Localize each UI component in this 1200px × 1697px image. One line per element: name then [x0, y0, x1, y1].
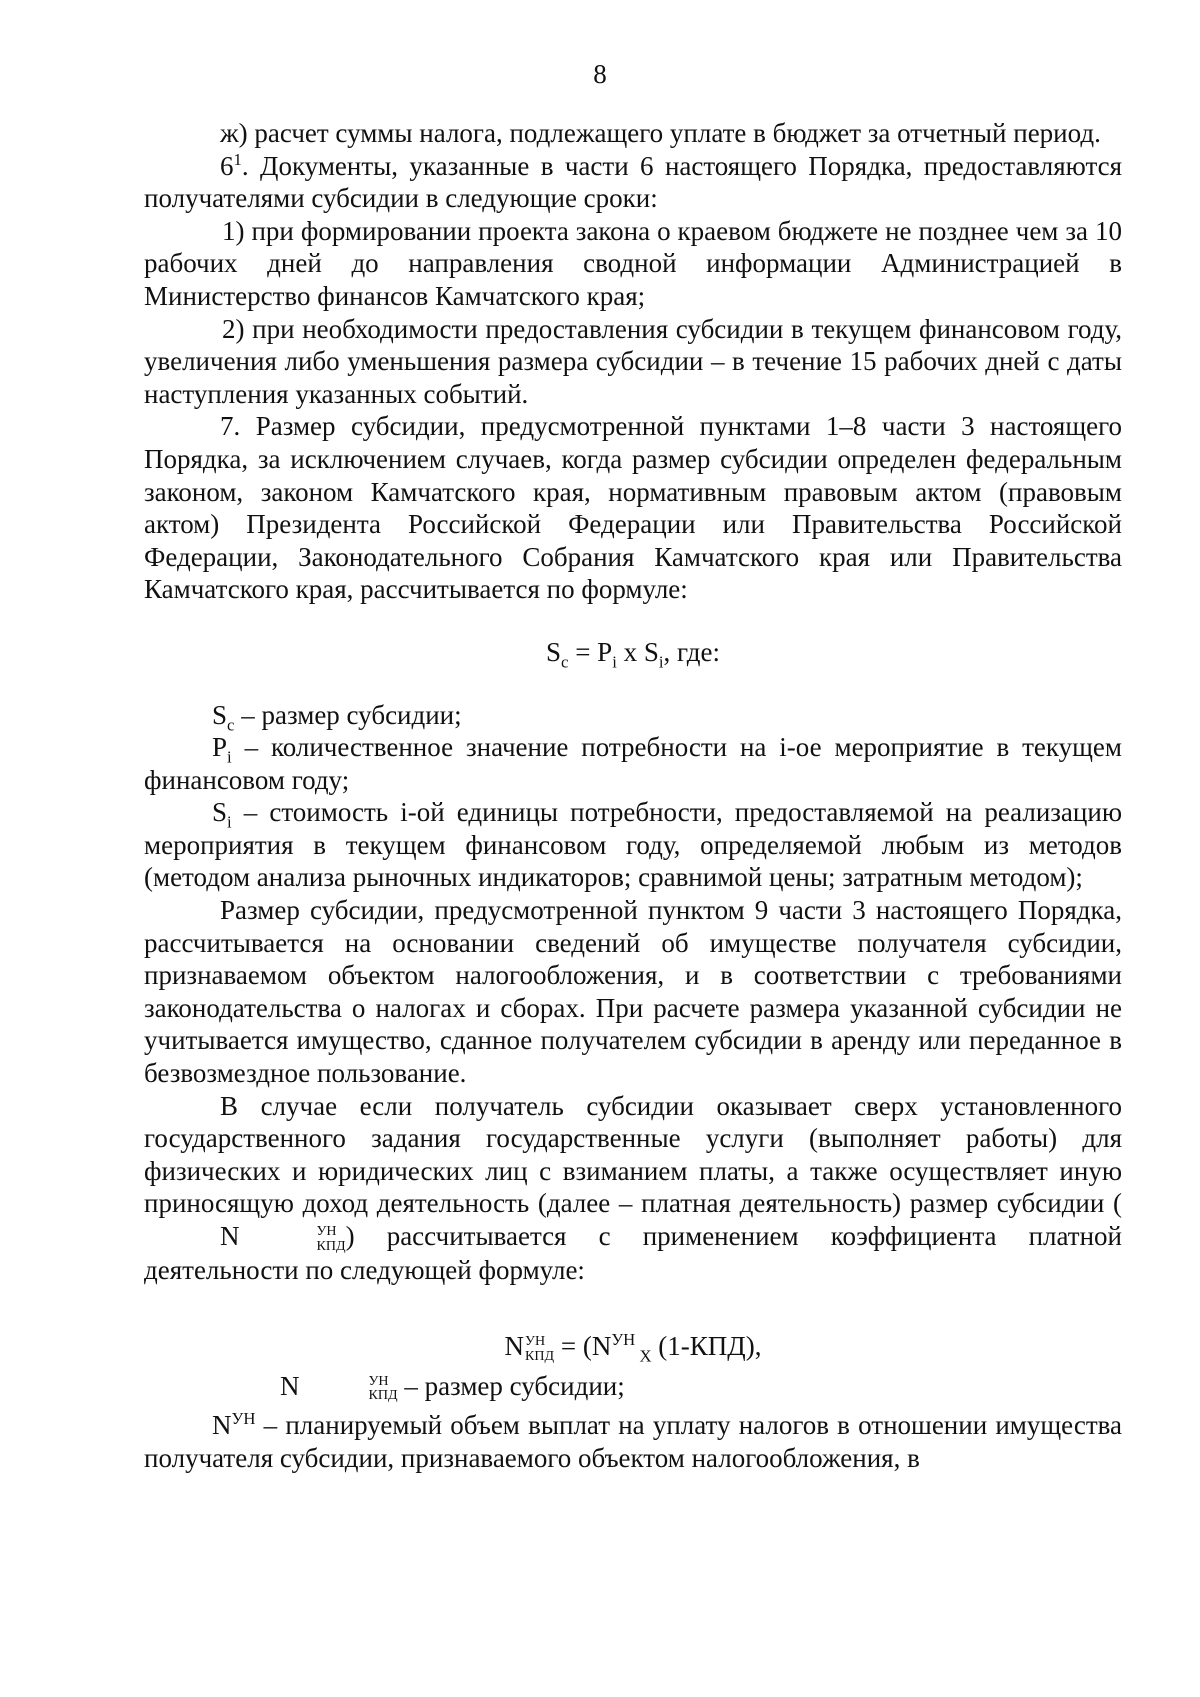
- paragraph-6-1: [144, 150, 1122, 215]
- definition-n-kpd: N УН КПД – размер субсидии;: [280, 1370, 625, 1404]
- definition-pi: $P_i$ – количественное значение потребности на i-ое мероприятие в текущем финансовом году;: [144, 732, 1122, 795]
- formula-n-kpd: N УН КПД = ($N^{УН}$ $_X$ (1-КПД),: [504, 1330, 762, 1366]
- paragraph-number: 6: [220, 150, 234, 181]
- paragraph-text: . Документы, указанные в части 6 настоящего Порядка, предоставляются получателями субсидии в следующие сроки:: [144, 150, 1122, 214]
- paragraph-zh: ж) расчет суммы налога, подлежащего уплате в бюджет за отчетный период.: [220, 118, 1101, 148]
- definition-sc: $S_c$ – размер субсидии;: [212, 699, 462, 734]
- document-body: [144, 117, 1122, 1474]
- paragraph-item-1: 1) при формировании проекта закона о краевом бюджете не позднее чем за 10 рабочих дней до направления сводной информации Администрацией в Министерство финансов Камчатского края;: [144, 215, 1122, 311]
- n-kpd-symbol: N УН КПД: [220, 1221, 346, 1254]
- paragraph-number-superscript: 1: [233, 149, 242, 169]
- formula-sc: $S_c = P_i$ x $S_i$, где:: [545, 636, 720, 672]
- page-number: 8: [593, 59, 607, 89]
- definition-n-un: $N^{УН}$ – планируемый объем выплат на уплату налогов в отношении имущества получателя субсидии, признаваемого объектом налогообложения, в: [144, 1409, 1122, 1473]
- paragraph-property: Размер субсидии, предусмотренной пунктом 9 части 3 настоящего Порядка, рассчитывается на основании сведений об имуществе получателя субсидии, признаваемом объектом налогообложения, и в соответствии с требованиями законодательства о налогах и сборах. При расчете размера указанной субсидии не учитывается имущество, сданное получателем субсидии в аренду или переданное в безвозмездное пользование.: [144, 895, 1122, 1089]
- paragraph-paid-activity: В случае если получатель субсидии оказывает сверх установленного государственного задания государственные услуги (выполняет работы) для физических и юридических лиц с взиманием платы, а также осуществляет иную приносящую доход деятельность (далее – платная деятельность) размер субсидии (N УН КПД ) рассчитывается с применением коэффициента платной деятельности по следующей формуле:: [144, 1090, 1122, 1285]
- paragraph-item-2: 2) при необходимости предоставления субсидии в текущем финансовом году, увеличения либо уменьшения размера субсидии – в течение 15 рабочих дней с даты наступления указанных событий.: [144, 313, 1122, 409]
- paragraph-7: 7. Размер субсидии, предусмотренной пунктами 1–8 части 3 настоящего Порядка, за исключением случаев, когда размер субсидии определен федеральным законом, законом Камчатского края, нормативным правовым актом (правовым актом) Президента Российской Федерации или Правительства Российской Федерации, Законодательного Собрания Камчатского края или Правительства Камчатского края, рассчитывается по формуле:: [144, 411, 1122, 605]
- definition-si: $S_i$ – стоимость i-ой единицы потребности, предоставляемой на реализацию мероприятия в текущем финансовом году, определяемой любым из методов (методом анализа рыночных индикаторов; сравнимой цены; затратным методом);: [144, 797, 1122, 893]
